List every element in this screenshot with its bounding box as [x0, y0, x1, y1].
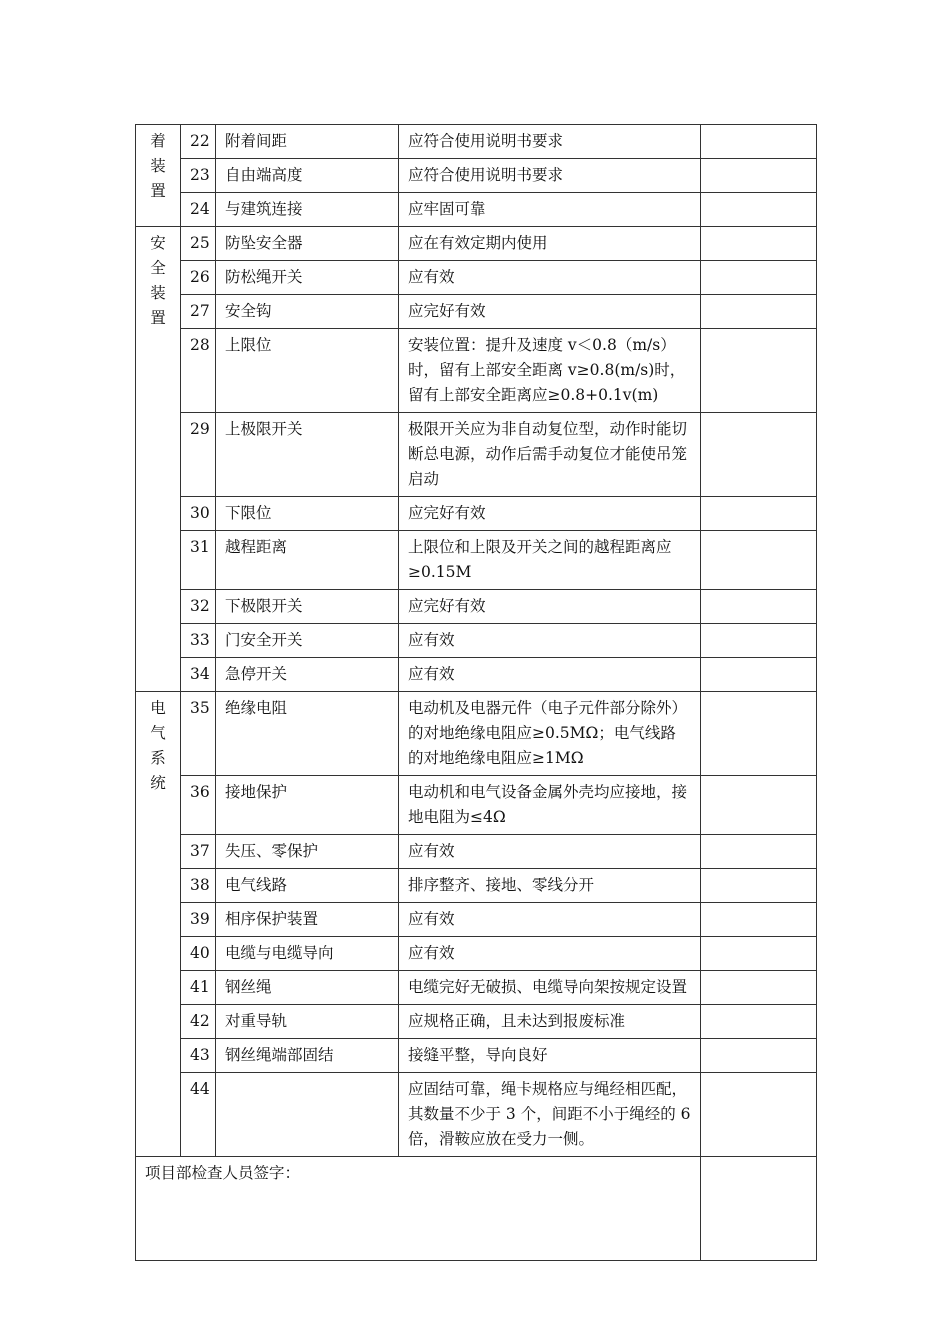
table-row	[136, 295, 817, 329]
result-cell	[701, 1073, 817, 1157]
item-requirement: 电缆完好无破损、电缆导向架按规定设置	[399, 971, 701, 1005]
category-cell	[136, 227, 181, 692]
result-cell	[701, 227, 817, 261]
item-requirement: 极限开关应为非自动复位型，动作时能切断总电源，动作后需手动复位才能使吊笼启动	[399, 413, 701, 497]
item-number: 41	[181, 971, 216, 1005]
item-name: 钢丝绳端部固结	[216, 1039, 399, 1073]
inspection-table	[135, 124, 817, 1261]
result-cell	[701, 835, 817, 869]
result-cell	[701, 125, 817, 159]
item-requirement: 应有效	[399, 261, 701, 295]
item-requirement: 应完好有效	[399, 497, 701, 531]
table-row	[136, 903, 817, 937]
table-row	[136, 125, 817, 159]
result-cell	[701, 903, 817, 937]
table-row	[136, 413, 817, 497]
result-cell	[701, 413, 817, 497]
category-label: 电气系统	[150, 699, 166, 792]
table-row	[136, 531, 817, 590]
item-number: 30	[181, 497, 216, 531]
item-number: 42	[181, 1005, 216, 1039]
item-requirement: 应规格正确，且未达到报废标准	[399, 1005, 701, 1039]
item-requirement: 应有效	[399, 903, 701, 937]
item-name: 急停开关	[216, 658, 399, 692]
item-number: 31	[181, 531, 216, 590]
table-row	[136, 658, 817, 692]
item-number: 33	[181, 624, 216, 658]
item-name: 下限位	[216, 497, 399, 531]
table-row	[136, 835, 817, 869]
item-requirement: 应完好有效	[399, 295, 701, 329]
item-requirement: 应符合使用说明书要求	[399, 125, 701, 159]
category-label: 着装置	[150, 132, 166, 200]
table-row	[136, 497, 817, 531]
item-name: 电气线路	[216, 869, 399, 903]
result-cell	[701, 624, 817, 658]
result-cell	[701, 261, 817, 295]
category-cell	[136, 692, 181, 1157]
item-number: 27	[181, 295, 216, 329]
table-row	[136, 1073, 817, 1157]
item-number: 35	[181, 692, 216, 776]
item-number: 38	[181, 869, 216, 903]
result-cell	[701, 159, 817, 193]
table-row	[136, 869, 817, 903]
item-number: 25	[181, 227, 216, 261]
table-row	[136, 1039, 817, 1073]
table-body	[136, 125, 817, 1261]
item-number: 36	[181, 776, 216, 835]
item-number: 39	[181, 903, 216, 937]
item-requirement: 接缝平整，导向良好	[399, 1039, 701, 1073]
result-cell	[701, 692, 817, 776]
item-name: 安全钩	[216, 295, 399, 329]
item-number: 43	[181, 1039, 216, 1073]
result-cell	[701, 193, 817, 227]
item-requirement: 应固结可靠，绳卡规格应与绳经相匹配，其数量不少于 3 个，间距不小于绳经的 6 倍，滑鞍应放在受力一侧。	[399, 1073, 701, 1157]
item-name	[216, 1073, 399, 1157]
table-row	[136, 624, 817, 658]
table-row	[136, 971, 817, 1005]
item-name: 门安全开关	[216, 624, 399, 658]
item-name: 绝缘电阻	[216, 692, 399, 776]
item-number: 29	[181, 413, 216, 497]
item-name: 防坠安全器	[216, 227, 399, 261]
item-name: 上限位	[216, 329, 399, 413]
item-number: 32	[181, 590, 216, 624]
result-cell	[701, 1039, 817, 1073]
table-row	[136, 692, 817, 776]
table-row	[136, 329, 817, 413]
item-name: 相序保护装置	[216, 903, 399, 937]
table-row	[136, 193, 817, 227]
signature-field[interactable]	[701, 1157, 817, 1261]
table-row	[136, 590, 817, 624]
result-cell	[701, 531, 817, 590]
table-row	[136, 227, 817, 261]
item-requirement: 应有效	[399, 624, 701, 658]
result-cell	[701, 295, 817, 329]
item-number: 34	[181, 658, 216, 692]
item-number: 44	[181, 1073, 216, 1157]
item-name: 与建筑连接	[216, 193, 399, 227]
table-row	[136, 776, 817, 835]
item-requirement: 应牢固可靠	[399, 193, 701, 227]
item-name: 上极限开关	[216, 413, 399, 497]
item-requirement: 应有效	[399, 835, 701, 869]
item-number: 22	[181, 125, 216, 159]
item-number: 28	[181, 329, 216, 413]
category-cell	[136, 125, 181, 227]
result-cell	[701, 497, 817, 531]
table-row	[136, 1005, 817, 1039]
item-name: 失压、零保护	[216, 835, 399, 869]
result-cell	[701, 329, 817, 413]
item-requirement: 应有效	[399, 937, 701, 971]
result-cell	[701, 971, 817, 1005]
item-requirement: 上限位和上限及开关之间的越程距离应≥0.15M	[399, 531, 701, 590]
item-name: 附着间距	[216, 125, 399, 159]
result-cell	[701, 658, 817, 692]
item-requirement: 电动机和电气设备金属外壳均应接地，接地电阻为≤4Ω	[399, 776, 701, 835]
item-name: 接地保护	[216, 776, 399, 835]
item-requirement: 安装位置：提升及速度 v＜0.8（m/s）时，留有上部安全距离 v≥0.8(m/s)时，留有上部安全距离应≥0.8+0.1v(m)	[399, 329, 701, 413]
item-number: 40	[181, 937, 216, 971]
table-row	[136, 937, 817, 971]
result-cell	[701, 1005, 817, 1039]
item-name: 对重导轨	[216, 1005, 399, 1039]
item-number: 26	[181, 261, 216, 295]
item-name: 自由端高度	[216, 159, 399, 193]
item-requirement: 应在有效定期内使用	[399, 227, 701, 261]
table-row	[136, 159, 817, 193]
item-requirement: 应符合使用说明书要求	[399, 159, 701, 193]
result-cell	[701, 776, 817, 835]
item-requirement: 应有效	[399, 658, 701, 692]
result-cell	[701, 590, 817, 624]
item-number: 24	[181, 193, 216, 227]
item-number: 23	[181, 159, 216, 193]
signature-label: 项目部检查人员签字：	[136, 1157, 701, 1261]
item-name: 防松绳开关	[216, 261, 399, 295]
result-cell	[701, 869, 817, 903]
item-name: 越程距离	[216, 531, 399, 590]
item-requirement: 应完好有效	[399, 590, 701, 624]
item-name: 下极限开关	[216, 590, 399, 624]
item-name: 电缆与电缆导向	[216, 937, 399, 971]
item-requirement: 排序整齐、接地、零线分开	[399, 869, 701, 903]
signature-row	[136, 1157, 817, 1261]
item-requirement: 电动机及电器元件（电子元件部分除外）的对地绝缘电阻应≥0.5MΩ；电气线路的对地绝缘电阻应≥1MΩ	[399, 692, 701, 776]
item-name: 钢丝绳	[216, 971, 399, 1005]
item-number: 37	[181, 835, 216, 869]
result-cell	[701, 937, 817, 971]
table-row	[136, 261, 817, 295]
category-label: 安全装置	[150, 234, 166, 327]
